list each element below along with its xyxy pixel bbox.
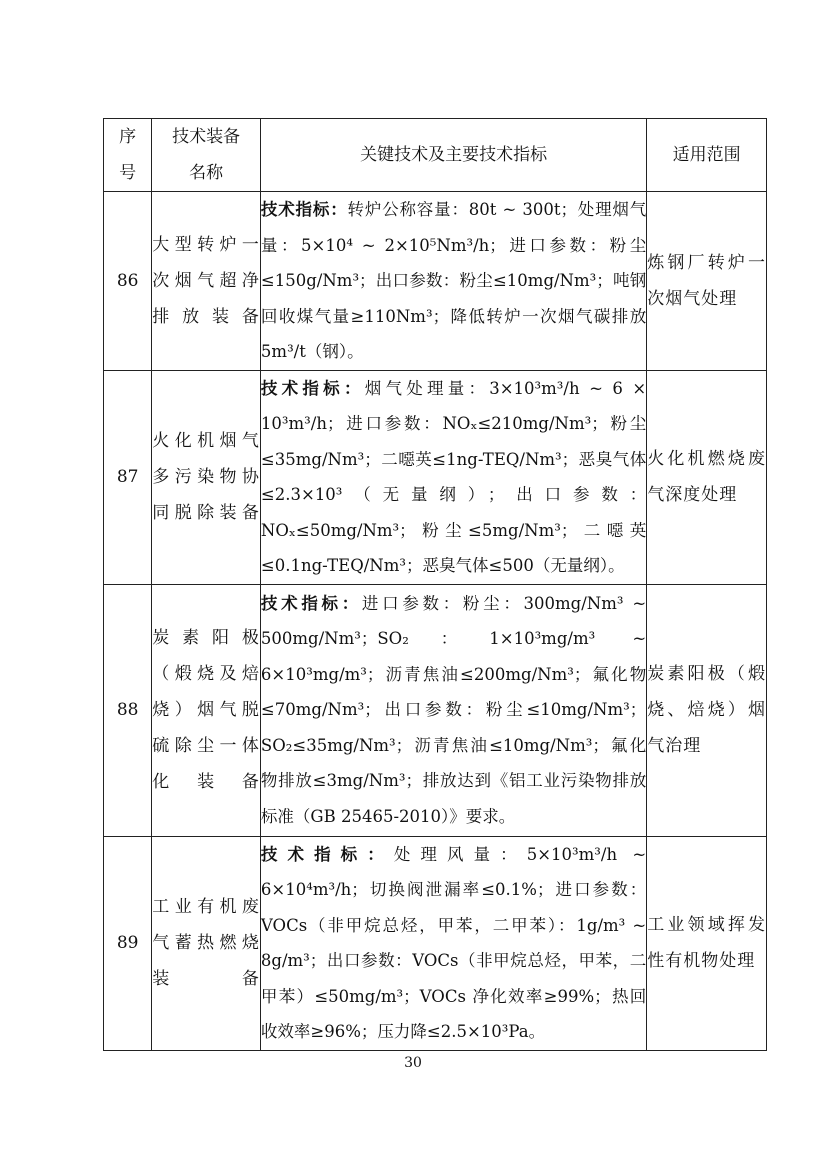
table-row [104,836,767,1050]
application-scope: 炼钢厂转炉一次烟气处理 [647,192,767,371]
header-key: 关键技术及主要技术指标 [260,119,646,192]
indicator-text: 转炉公称容量：80t ~ 300t；处理烟气量：5×10⁴ ~ 2×10⁵Nm³/h；进口参数：粉尘≤150g/Nm³；出口参数：粉尘≤10mg/Nm³；吨钢回收煤气量≥110Nm³；降低转炉一次烟气碳排放 5m³/t（钢）。 [260,200,647,361]
application-scope: 炭素阳极（煅烧、焙烧）烟气治理 [647,584,767,836]
indicator-text: 烟气处理量：3×10³m³/h ~ 6 × 10³m³/h；进口参数：NOₓ≤210mg/Nm³；粉尘≤35mg/Nm³；二噁英≤1ng-TEQ/Nm³；恶臭气体≤2.3×10³（无量纲）；出口参数：NOₓ≤50mg/Nm³；粉尘≤5mg/Nm³；二噁英≤0.1ng-TEQ/Nm³；恶臭气体≤500（无量纲）。 [260,378,647,575]
indicator-label: 技术指标： [260,593,362,613]
application-scope: 工业领域挥发性有机物处理 [647,836,767,1050]
key-indicators [260,370,646,584]
indicator-text: 进口参数：粉尘：300mg/Nm³ ~ 500mg/Nm³；SO₂：1×10³mg/m³ ~ 6×10³mg/m³；沥青焦油≤200mg/Nm³；氟化物≤70mg/Nm³；出口参数：粉尘≤10mg/Nm³；SO₂≤35mg/Nm³；沥青焦油≤10mg/Nm³；氟化物排放≤3mg/Nm³；排放达到《铝工业污染物排放标准（GB 25465-2010）》要求。 [260,593,647,826]
equipment-name: 火化机烟气多污染物协同脱除装备 [152,370,261,584]
key-indicators [260,836,646,1050]
table-row [104,584,767,836]
equipment-table [103,118,767,1051]
indicator-label: 技术指标： [260,378,365,398]
page-number: 30 [404,1055,422,1071]
equipment-name: 炭素阳极（煅烧及焙烧）烟气脱硫除尘一体化装备 [152,584,261,836]
indicator-text: 处理风量：5×10³m³/h ~ 6×10⁴m³/h；切换阀泄漏率≤0.1%；进口参数：VOCs（非甲烷总烃，甲苯，二甲苯）：1g/m³ ~ 8g/m³；出口参数：VOCs（非甲烷总烃，甲苯，二甲苯）≤50mg/m³；VOCs 净化效率≥99%；热回收效率≥96%；压力降≤2.5×10³Pa。 [260,844,647,1041]
equipment-name: 大型转炉一次烟气超净排放装备 [152,192,261,371]
indicator-label: 技术指标： [260,844,394,864]
indicator-label: 技术指标： [260,200,348,219]
row-number: 88 [104,584,152,836]
table-row [104,370,767,584]
table-row [104,192,767,371]
row-number: 89 [104,836,152,1050]
key-indicators [260,584,646,836]
header-scope: 适用范围 [647,119,767,192]
row-number: 86 [104,192,152,371]
table-header-row [104,119,767,192]
header-name: 技术装备名称 [152,119,261,192]
key-indicators [260,192,646,371]
row-number: 87 [104,370,152,584]
header-no: 序号 [104,119,152,192]
application-scope: 火化机燃烧废气深度处理 [647,370,767,584]
equipment-name: 工业有机废气蓄热燃烧装备 [152,836,261,1050]
